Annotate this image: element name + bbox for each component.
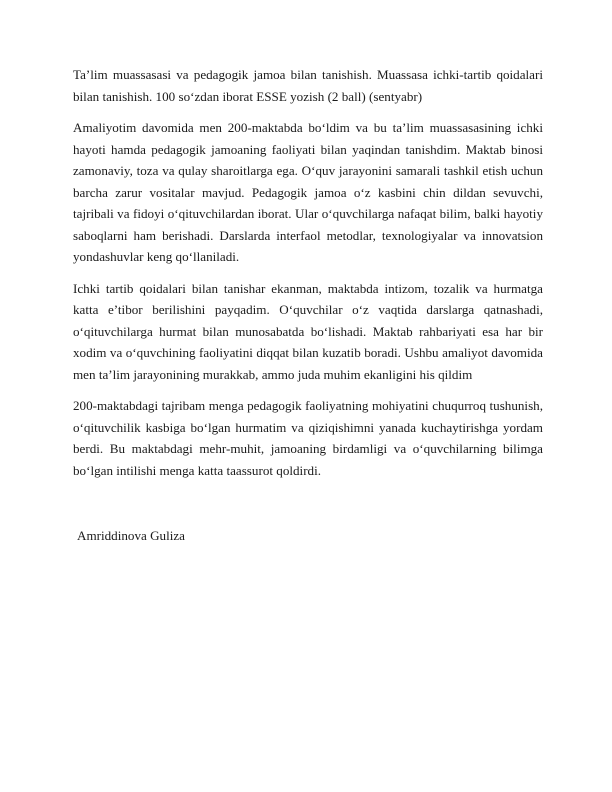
author-signature: Amriddinova Guliza: [77, 528, 185, 543]
body-paragraph-2: Ichki tartib qoidalari bilan tanishar ekanman, maktabda intizom, tozalik va hurmatga katta e’tibor berilishini payqadim. O‘quvchilar o‘z vaqtida darslarga qatnashadi, o‘qituvchilarga hurmat bilan munosabatda bo‘lishadi. Maktab rahbariyati esa har bir xodim va o‘quvchining faoliyatini diqqat bilan kuzatib boradi. Ushbu amaliyot davomida men ta’lim jarayonining murakkab, ammo juda muhim ekanligini his qildim: [73, 280, 543, 382]
body-paragraph-3: 200-maktabdagi tajribam menga pedagogik faoliyatning mohiyatini chuqurroq tushunish, o‘qituvchilik kasbiga bo‘lgan hurmatim va qiziqishimni yanada kuchaytirishga yordam berdi. Bu maktabdagi mehr-muhit, jamoaning birdamligi va o‘quvchilarning bilimga bo‘lgan intilishi menga katta taassurot qoldirdi.: [73, 398, 543, 478]
body-paragraph-1: Amaliyotim davomida men 200-maktabda bo‘ldim va bu ta’lim muassasasining ichki hayoti hamda pedagogik jamoaning faoliyati bilan yaqindan tanishdim. Maktab binosi zamonaviy, toza va qulay sharoitlarga ega. O‘quv jarayonini samarali tashkil etish uchun barcha zarur vositalar mavjud. Pedagogik jamoa o‘z kasbini chin dildan sevuvchi, tajribali va fidoyi o‘qituvchilardan iborat. Ular o‘quvchilarga nafaqat bilim, balki hayotiy saboqlarni ham berishadi. Darslarda interfaol metodlar, texnologiyalar va innovatsion yondashuvlar keng qo‘llaniladi.: [73, 120, 543, 264]
task-heading-paragraph: Ta’lim muassasasi va pedagogik jamoa bilan tanishish. Muassasa ichki-tartib qoidalari bilan tanishish. 100 so‘zdan iborat ESSE yozish (2 ball) (sentyabr): [73, 67, 543, 104]
